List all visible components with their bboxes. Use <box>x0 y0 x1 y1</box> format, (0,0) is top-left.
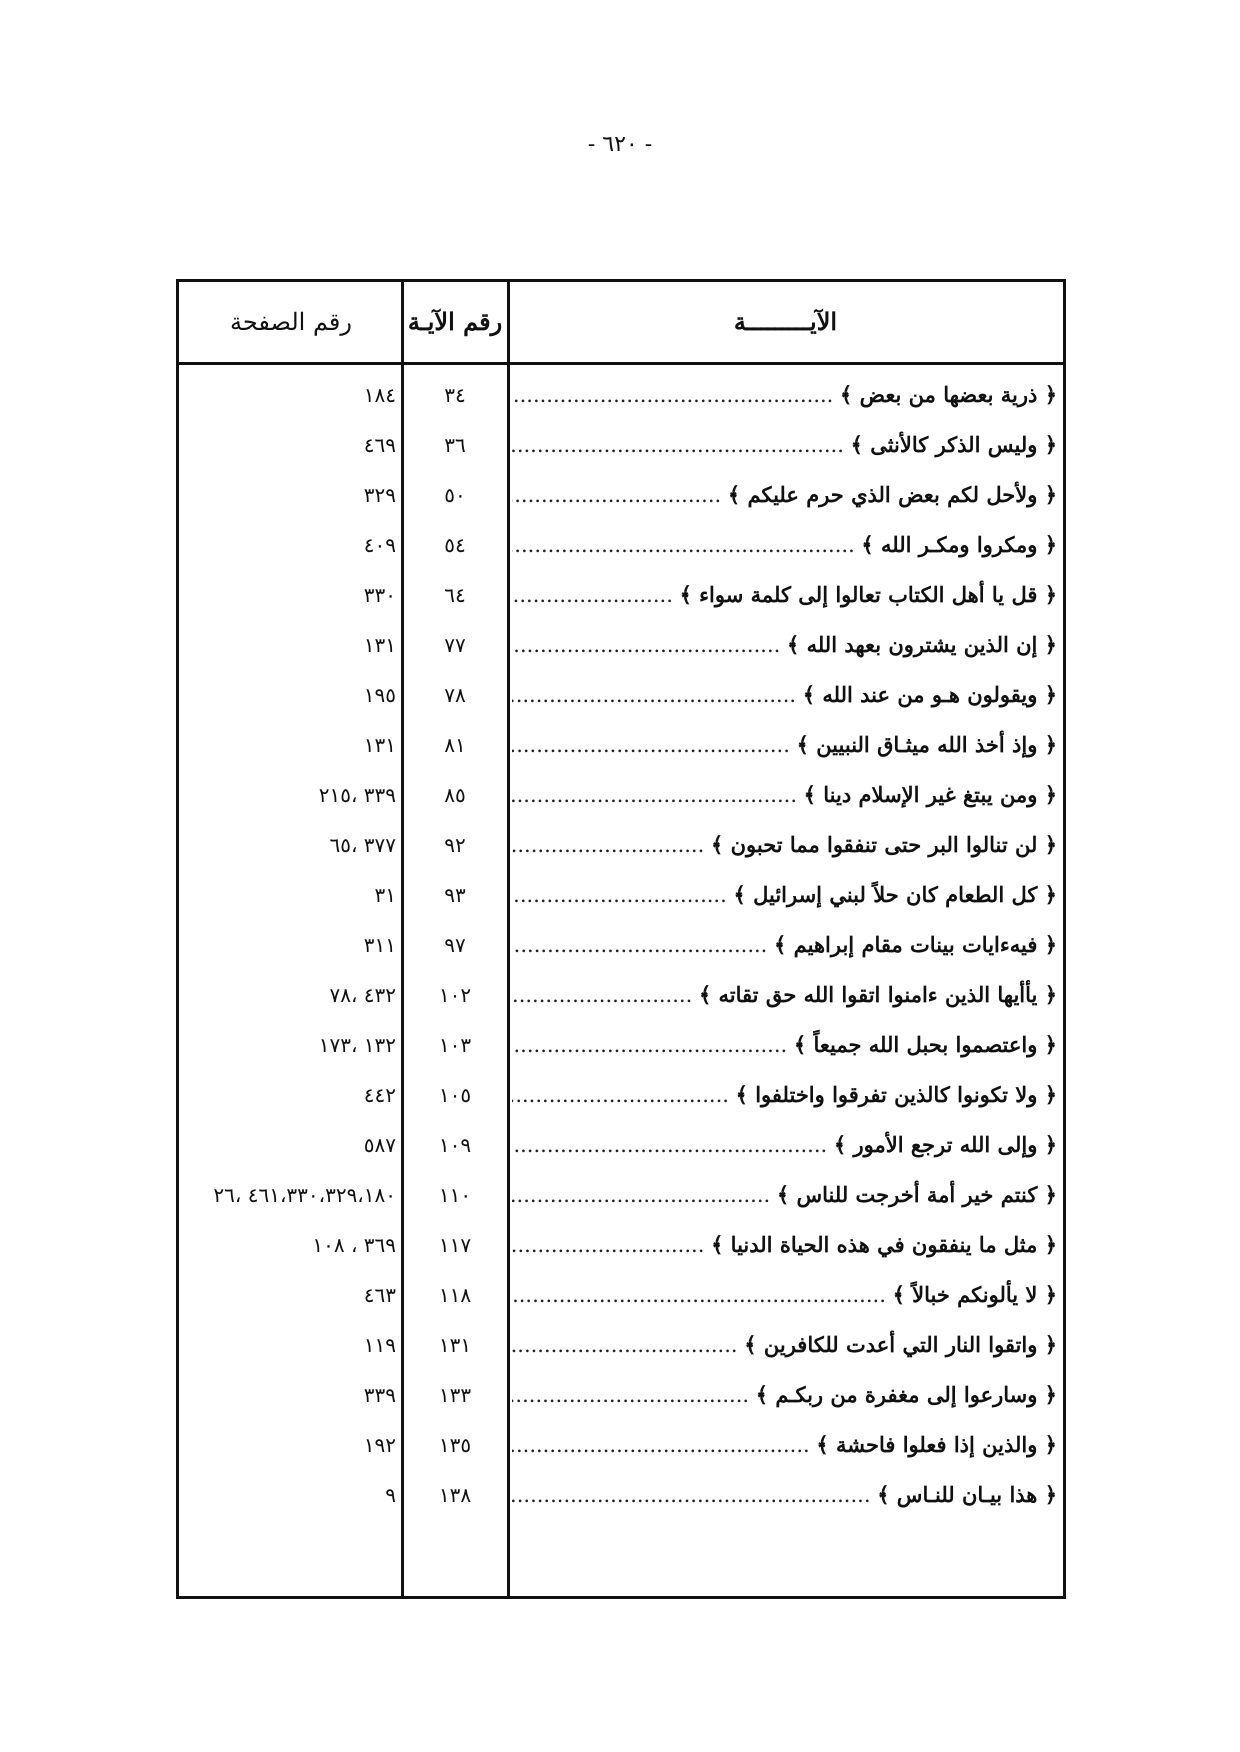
page-references: ١٩٥ <box>363 683 396 707</box>
ayah-number: ٨٥ <box>444 783 466 807</box>
ayah-text: ﴿ مثل ما ينفقون في هذه الحياة الدنيا ﴾ ..... <box>512 1220 1057 1270</box>
header-divider <box>179 362 1063 365</box>
ayah-number: ٥٤ <box>444 533 466 557</box>
ayah-text: ﴿ واعتصموا بحبل الله جميعاً ﴾ ..... <box>512 1020 1057 1070</box>
ayah-text: ﴿ إن الذين يشترون بعهد الله ﴾ ..... <box>512 620 1057 670</box>
ayah-text: ﴿ وليس الذكر كالأنثى ﴾ ..... <box>512 420 1057 470</box>
ayah-number: ٨١ <box>444 733 466 757</box>
ayah-number: ١٠٥ <box>438 1083 472 1107</box>
table-row <box>179 870 1063 920</box>
ayah-number: ١١٧ <box>438 1233 472 1257</box>
page-references: ٩ <box>385 1483 396 1507</box>
ayah-text: ﴿ ولا تكونوا كالذين تفرقوا واختلفوا ﴾ ..... <box>512 1070 1057 1120</box>
page-references: ٣٧٧ ،٦٥ <box>329 833 396 857</box>
header-ayah-number: رقم الآيـة <box>407 307 503 336</box>
page-references: ٣٦٩ ، ١٠٨ <box>312 1233 396 1257</box>
ayah-text: ﴿ وإلى الله ترجع الأمور ﴾ ..... <box>512 1120 1057 1170</box>
page-references: ١٨٤ <box>363 383 396 407</box>
ayah-text: ﴿ يأأيها الذين ءامنوا اتقوا الله حق تقاته ﴾ ..... <box>512 970 1057 1020</box>
page-references: ٤٤٢ <box>363 1083 396 1107</box>
table-row <box>179 920 1063 970</box>
table-row <box>179 370 1063 420</box>
ayah-number: ١١٠ <box>438 1183 472 1207</box>
ayah-text: ﴿ قل يا أهل الكتاب تعالوا إلى كلمة سواء ﴾ ..... <box>512 570 1057 620</box>
ayah-text: ﴿ ومن يبتغ غير الإسلام دينا ﴾ ..... <box>512 770 1057 820</box>
ayah-number: ١٣٨ <box>438 1483 472 1507</box>
table-row <box>179 1420 1063 1470</box>
ayah-text: ﴿ كل الطعام كان حلاً لبني إسرائيل ﴾ ..... <box>512 870 1057 920</box>
ayah-text: ﴿ واتقوا النار التي أعدت للكافرين ﴾ ..... <box>512 1320 1057 1370</box>
ayah-text: ﴿ وإذ أخذ الله ميثـاق النبيين ﴾ ..... <box>512 720 1057 770</box>
table-row <box>179 1070 1063 1120</box>
table-row <box>179 1270 1063 1320</box>
ayah-text: ﴿ لا يألونكم خبالاً ﴾ ..... <box>512 1270 1057 1320</box>
page-references: ١١٩ <box>363 1333 396 1357</box>
ayah-number: ٧٧ <box>444 633 466 657</box>
ayah-text: ﴿ والذين إذا فعلوا فاحشة ﴾ ..... <box>512 1420 1057 1470</box>
ayah-number: ١٠٣ <box>438 1033 472 1057</box>
table-row <box>179 520 1063 570</box>
ayah-number: ٣٦ <box>444 433 466 457</box>
ayah-number: ٦٤ <box>444 583 466 607</box>
table-row <box>179 1470 1063 1520</box>
ayah-number: ١٣٥ <box>438 1433 472 1457</box>
page-references: ١٣٢ ،١٧٣ <box>318 1033 396 1057</box>
header-ayah: الآيـــــــــة <box>733 307 838 336</box>
page-number: - ٦٢٠ - <box>587 132 653 157</box>
table-row <box>179 470 1063 520</box>
ayah-number: ١٣٣ <box>438 1383 472 1407</box>
page-references: ٣٢٩ <box>363 483 396 507</box>
page-references: ٤٠٩ <box>363 533 396 557</box>
page-references: ٤٦٣ <box>363 1283 396 1307</box>
ayah-number: ٥٠ <box>444 483 466 507</box>
ayah-text: ﴿ ذرية بعضها من بعض ﴾ ..... <box>512 370 1057 420</box>
table-row <box>179 720 1063 770</box>
page-references: ١٣١ <box>363 733 396 757</box>
page-references: ٣١١ <box>363 933 396 957</box>
page-references: ٥٨٧ <box>363 1133 396 1157</box>
page-references: ٤٣٢ ،٧٨ <box>329 983 396 1007</box>
ayah-number: ٩٧ <box>444 933 466 957</box>
ayah-text: ﴿ وسارعوا إلى مغفرة من ربكـم ﴾ ..... <box>512 1370 1057 1420</box>
table-row <box>179 1320 1063 1370</box>
ayah-number: ١٠٢ <box>438 983 472 1007</box>
ayah-text: ﴿ ويقولون هـو من عند الله ﴾ ..... <box>512 670 1057 720</box>
ayah-text: ﴿ كنتم خير أمة أخرجت للناس ﴾ ..... <box>512 1170 1057 1220</box>
page-references: ٣١ <box>374 883 396 907</box>
ayah-text: ﴿ لن تنالوا البر حتى تنفقوا مما تحبون ﴾ ..... <box>512 820 1057 870</box>
table-row <box>179 420 1063 470</box>
table-row <box>179 820 1063 870</box>
page-references: ٤٦٩ <box>363 433 396 457</box>
ayah-number: ٩٢ <box>444 833 466 857</box>
page-references: ١٣١ <box>363 633 396 657</box>
table-row <box>179 1020 1063 1070</box>
table-row <box>179 770 1063 820</box>
page-references: ٣٣٩ ،٢١٥ <box>318 783 396 807</box>
table-row <box>179 1170 1063 1220</box>
ayah-number: ١٠٩ <box>438 1133 472 1157</box>
ayah-text: ﴿ ومكروا ومكـر الله ﴾ ..... <box>512 520 1057 570</box>
table-row <box>179 620 1063 670</box>
ayah-number: ١١٨ <box>438 1283 472 1307</box>
verse-index-table <box>176 279 1066 1599</box>
page-references: ٣٣٩ <box>363 1383 396 1407</box>
ayah-number: ٧٨ <box>444 683 466 707</box>
ayah-text: ﴿ ولأحل لكم بعض الذي حرم عليكم ﴾ ..... <box>512 470 1057 520</box>
table-row <box>179 1370 1063 1420</box>
ayah-number: ١٣١ <box>438 1333 472 1357</box>
ayah-text: ﴿ فيهءايات بينات مقام إبراهيم ﴾ ..... <box>512 920 1057 970</box>
page-references: ١٩٢ <box>363 1433 396 1457</box>
header-page-number: رقم الصفحة <box>230 308 352 336</box>
table-row <box>179 1220 1063 1270</box>
page-references: ٣٣٠ <box>363 583 396 607</box>
table-row <box>179 570 1063 620</box>
ayah-text: ﴿ هذا بيـان للنـاس ﴾ ..... <box>512 1470 1057 1520</box>
page-references: ٤٦١،٣٣٠،٣٢٩،١٨٠ ،٢٦ <box>213 1183 396 1207</box>
ayah-number: ٣٤ <box>444 383 466 407</box>
ayah-number: ٩٣ <box>444 883 466 907</box>
table-row <box>179 1120 1063 1170</box>
table-row <box>179 970 1063 1020</box>
table-row <box>179 670 1063 720</box>
